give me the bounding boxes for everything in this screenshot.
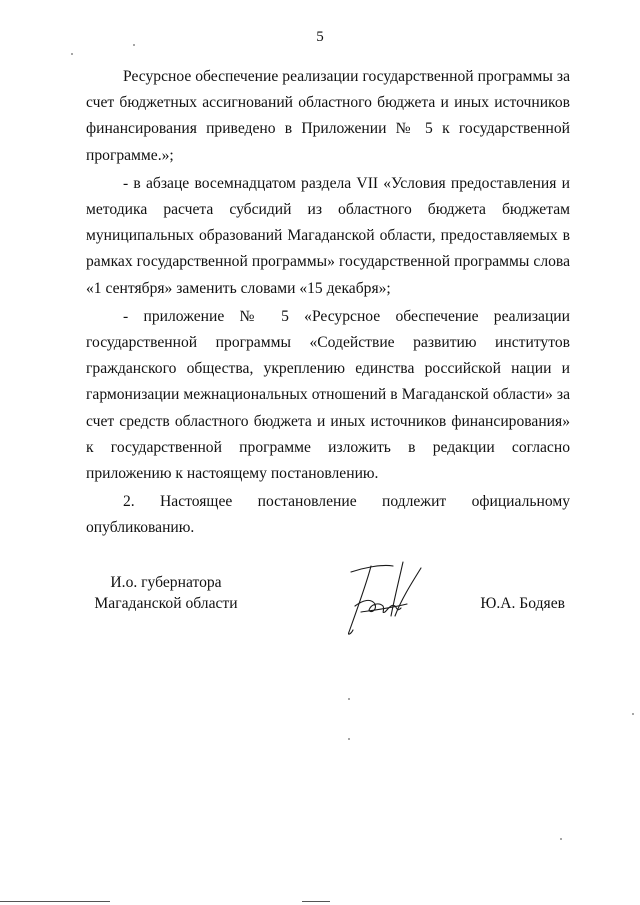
scan-speck (560, 838, 562, 840)
signatory-title (86, 572, 246, 614)
paragraph-appendix-5-amendment: - приложение № 5 «Ресурсное обеспечение реализации государственной программы «Содействие развитию институтов гражданского общества, укреплению единства российской нации и гармонизации межнациональных отношений в Магаданской области» за счет средств областного бюджета и иных источников финансирования» к государственной программе изложить в редакции согласно приложению к настоящему постановлению. (86, 307, 570, 483)
signatory-name: Ю.А. Бодяев (480, 595, 565, 612)
scan-speck (348, 738, 350, 740)
paragraph-resource-provision: Ресурсное обеспечение реализации государственной программы за счет бюджетных ассигнований областного бюджета и иных источников финансирования приведено в Приложении № 5 к государственной программе.»; (86, 68, 570, 164)
handwritten-signature (341, 560, 431, 640)
scan-speck (632, 713, 634, 715)
paragraph-section-vii-amendment: - в абзаце восемнадцатом раздела VII «Условия предоставления и методика расчета субсидий из областного бюджета бюджетам муниципальных образований Магаданской области, предоставляемых в рамках государственной программы» государственной программы слова «1 сентября» заменить словами «15 декабря»; (86, 174, 570, 297)
paragraph-publication: 2. Настоящее постановление подлежит официальному опубликованию. (86, 493, 570, 537)
signature-block (86, 572, 570, 652)
signatory-title-line-1: И.о. губернатора (110, 574, 222, 591)
document-body (86, 64, 570, 542)
scan-speck (71, 53, 73, 55)
signatory-title-line-2: Магаданской области (94, 595, 238, 612)
scan-speck (133, 44, 135, 46)
footer-rule-middle (302, 901, 330, 902)
page-number: 5 (316, 29, 324, 45)
scan-speck (348, 698, 350, 700)
footer-rule-left (0, 901, 110, 902)
